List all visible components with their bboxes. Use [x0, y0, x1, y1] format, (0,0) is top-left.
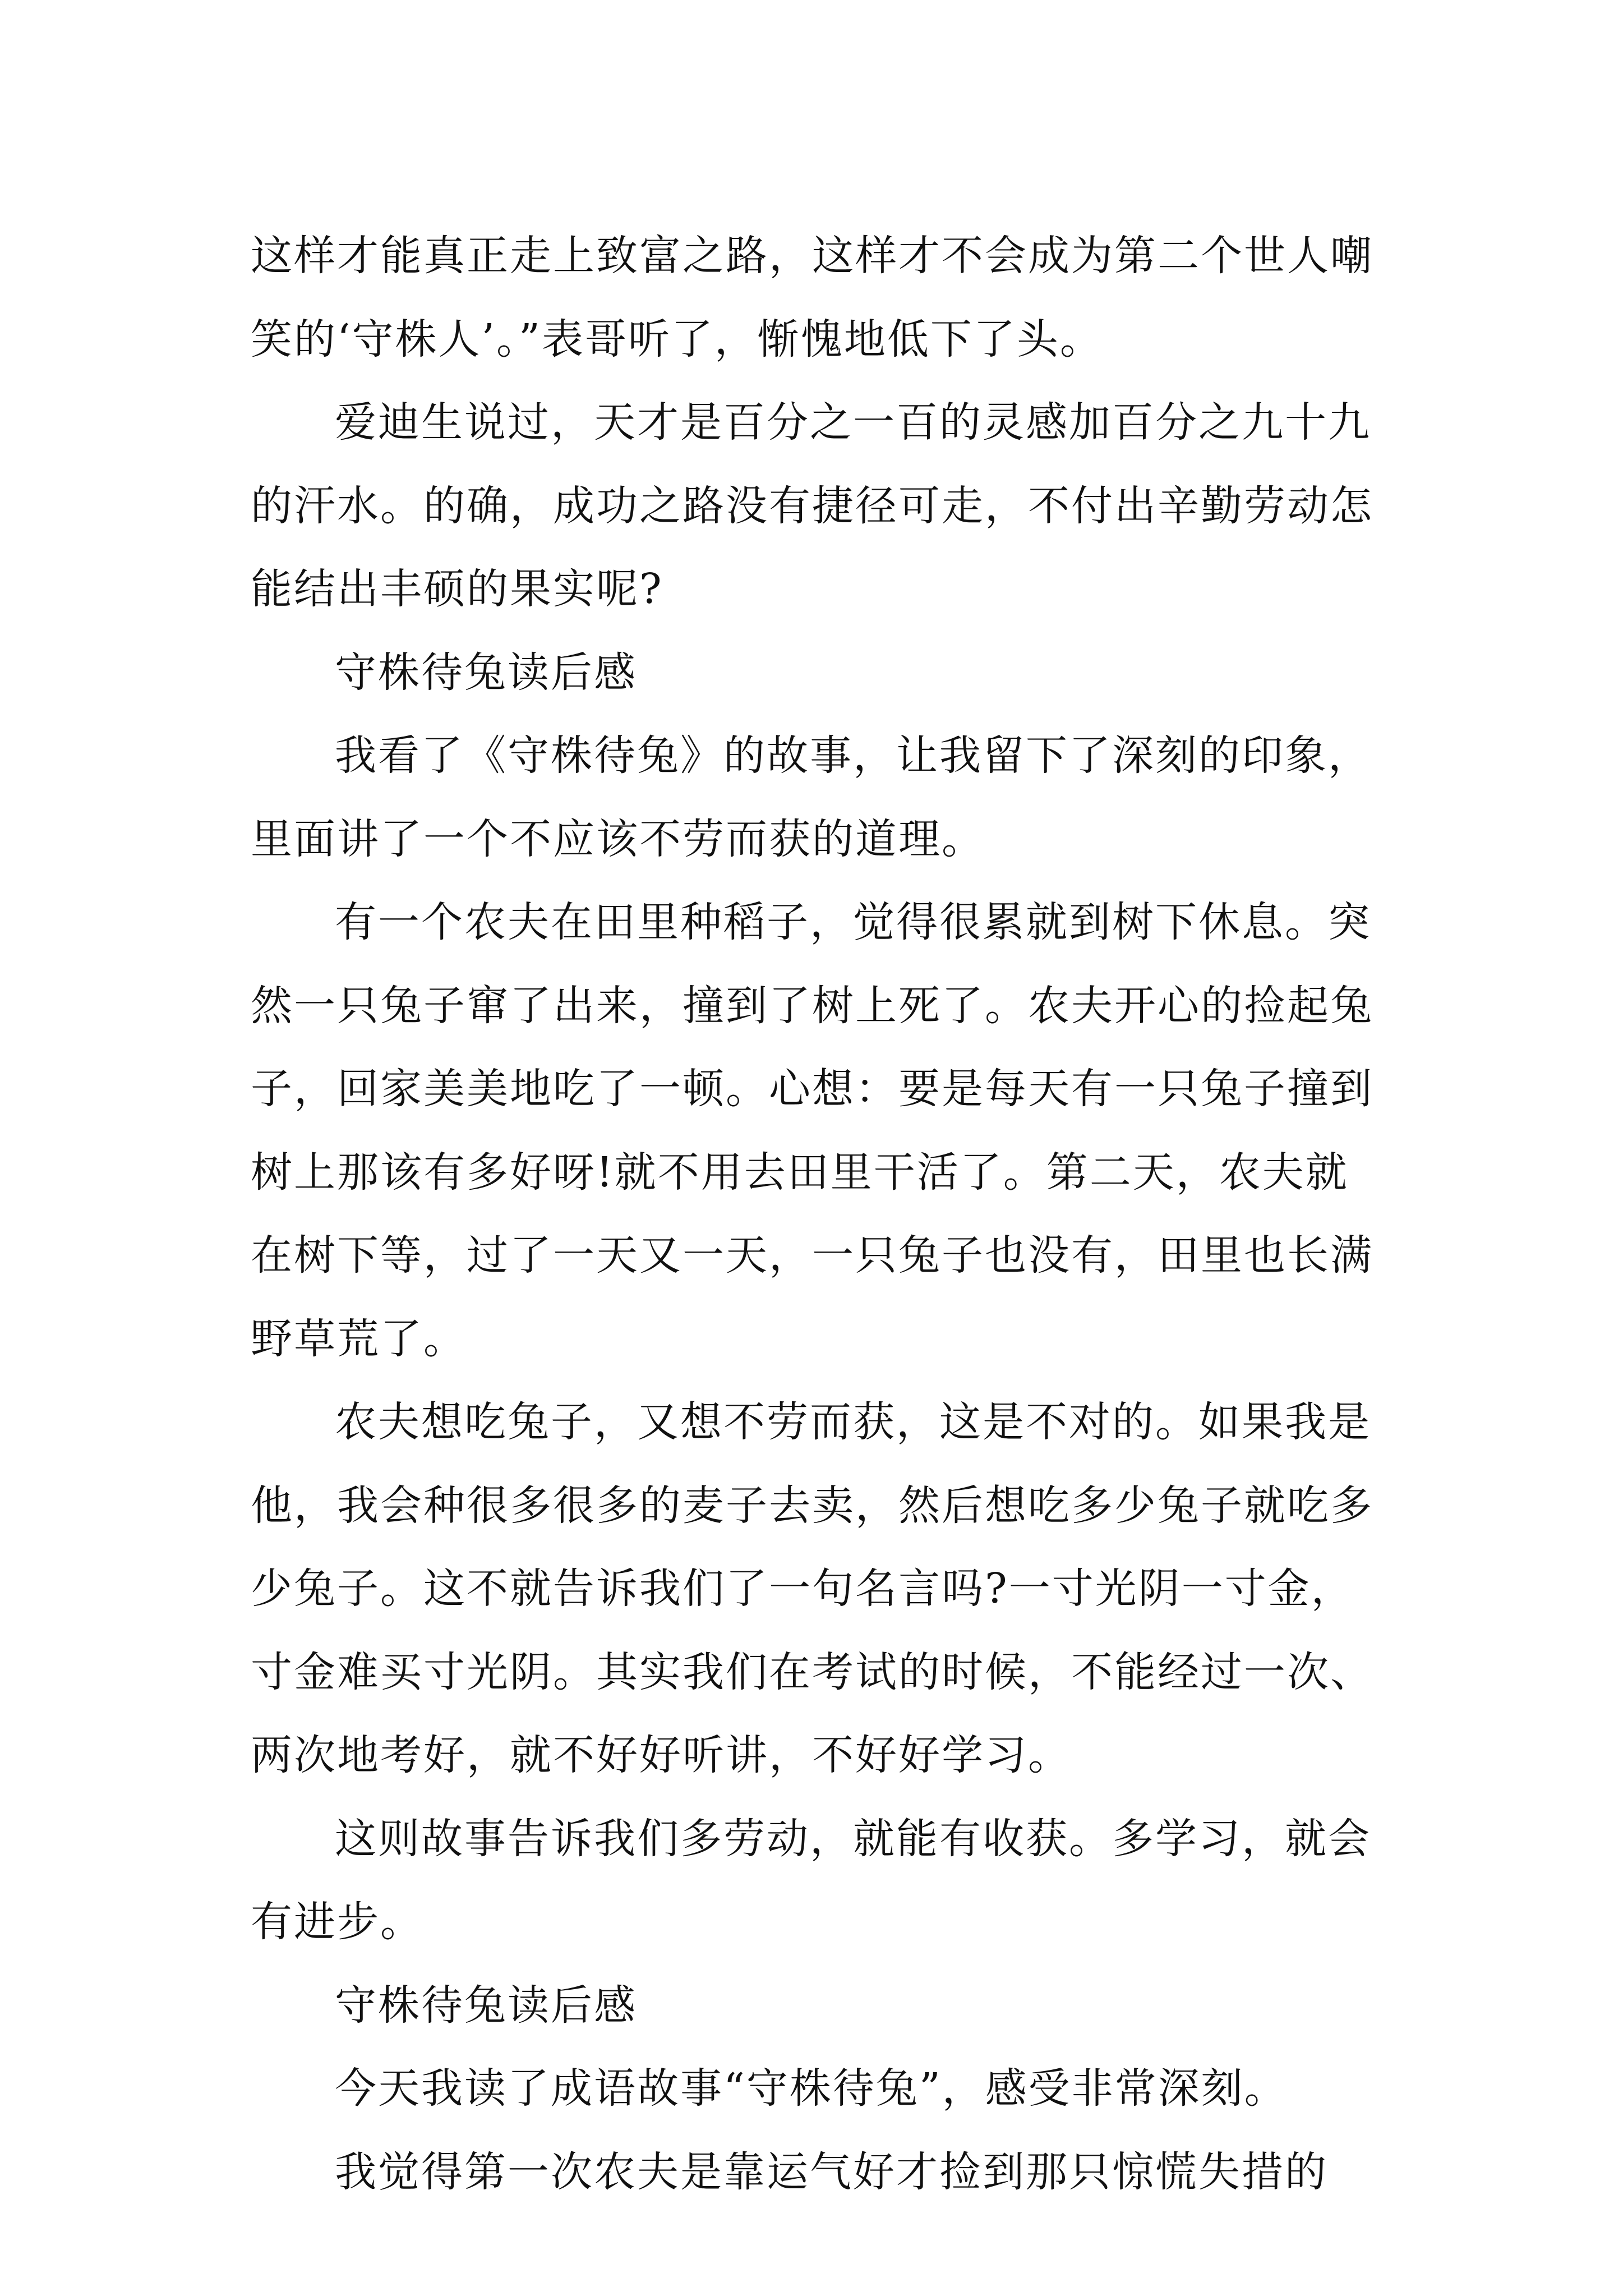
- text-line: 两次地考好，就不好好听讲，不好好学习。: [251, 1731, 1071, 1779]
- text-line: 有进步。: [251, 1898, 423, 1946]
- text-line: 他，我会种很多很多的麦子去卖，然后想吃多少兔子就吃多: [251, 1481, 1373, 1530]
- text-line: 能结出丰硕的果实呢?: [251, 565, 663, 613]
- text-line: 野草荒了。: [251, 1314, 467, 1363]
- text-line: 今天我读了成语故事“守株待兔”，感受非常深刻。: [335, 2064, 1288, 2113]
- text-line: 这则故事告诉我们多劳动，就能有收获。多学习，就会: [335, 1814, 1371, 1863]
- text-line: 守株待兔读后感: [335, 648, 637, 697]
- text-line: 爱迪生说过，天才是百分之一百的灵感加百分之九十九: [335, 398, 1371, 447]
- document-body: [251, 214, 1378, 2214]
- text-line: 有一个农夫在田里种稻子，觉得很累就到树下休息。突: [335, 898, 1371, 946]
- text-line: 子，回家美美地吃了一顿。心想：要是每天有一只兔子撞到: [251, 1065, 1373, 1113]
- text-line: 然一只兔子窜了出来，撞到了树上死了。农夫开心的捡起兔: [251, 981, 1373, 1030]
- text-line: 我看了《守株待兔》的故事，让我留下了深刻的印象，: [335, 731, 1371, 780]
- text-line: 寸金难买寸光阴。其实我们在考试的时候，不能经过一次、: [251, 1648, 1373, 1696]
- text-line: 少兔子。这不就告诉我们了一句名言吗?一寸光阴一寸金，: [251, 1565, 1354, 1613]
- text-line: 守株待兔读后感: [335, 1981, 637, 2030]
- text-line: 树上那该有多好呀!就不用去田里干活了。第二天，农夫就: [251, 1148, 1349, 1197]
- text-line: 笑的‘守株人’。”表哥听了，惭愧地低下了头。: [251, 315, 1103, 364]
- text-line: 里面讲了一个不应该不劳而获的道理。: [251, 815, 985, 863]
- text-line: 农夫想吃兔子，又想不劳而获，这是不对的。如果我是: [335, 1398, 1371, 1446]
- text-line: 的汗水。的确，成功之路没有捷径可走，不付出辛勤劳动怎: [251, 481, 1373, 530]
- text-line: 这样才能真正走上致富之路，这样才不会成为第二个世人嘲: [251, 232, 1373, 280]
- text-line: 我觉得第一次农夫是靠运气好才捡到那只惊慌失措的: [335, 2147, 1328, 2196]
- text-line: 在树下等，过了一天又一天，一只兔子也没有，田里也长满: [251, 1231, 1373, 1280]
